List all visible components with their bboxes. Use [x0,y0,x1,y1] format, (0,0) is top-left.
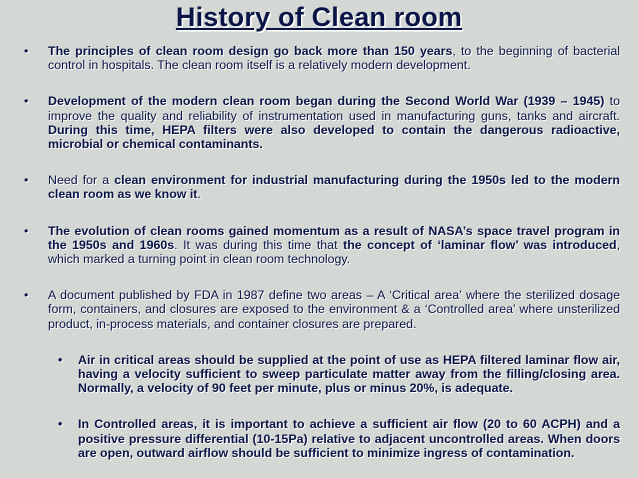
bullet-item [0,224,638,267]
sub-bullet-item [0,417,638,460]
bullet-item [0,173,638,201]
sub-bullet-text: In Controlled areas, it is important to achieve a sufficient air flow (20 to 60 ACPH) and a positive pressure differential (10-15Pa) relative to adjacent uncontrolled areas. When doors are open, outward airflow should be sufficient to minimize ingress of contamination. [78,417,620,460]
bullet-dot-icon: • [58,352,63,367]
bullet-text-bold: The evolution of clean rooms gained momentum as a result of NASA’s space travel program in the 1950s and 1960s [48,223,620,252]
bullet-list [0,44,638,460]
bullet-item [0,94,638,151]
bullet-text: to improve the quality and reliability of instrumentation used in manufacturing guns, tanks and aircraft. [48,94,620,123]
bullet-dot-icon: • [24,223,29,238]
sub-bullet-text: Air in critical areas should be supplied at the point of use as HEPA filtered laminar flow air, having a velocity sufficient to sweep particulate matter away from the filling/closing area. Normally, a velocity of 90 feet per minute, plus or minus 20%, is adequate. [78,352,620,396]
bullet-dot-icon: • [24,44,29,58]
bullet-text: , to the beginning of bacterial control in hospitals. The clean room itself is a relatively modern development. [48,44,621,73]
slide-title: History of Clean room [175,2,463,32]
bullet-text-bold: the concept of ‘laminar flow’ was introduced [343,237,617,252]
bullet-text: , which marked a turning point in clean room technology. [48,237,621,267]
bullet-text-bold: The principles of clean room design go back more than 150 years [48,44,453,58]
bullet-text: . [197,187,201,202]
bullet-text-bold: During this time, HEPA filters were also developed to contain the dangerous radioactive, microbial or chemical contaminants. [48,122,620,152]
bullet-dot-icon: • [24,173,29,188]
bullet-dot-icon: • [24,94,29,109]
bullet-text-bold: Development of the modern clean room began during the Second World War (1939 – 1945) [48,94,605,109]
bullet-item [0,44,638,72]
bullet-text: A document published by FDA in 1987 define two areas – A ‘Critical area’ where the sterilized dosage form, containers, and closures are exposed to the environment & a ‘Controlled area’ where unsterilized product, in-process materials, and container closures are prepared. [48,288,620,331]
bullet-text-bold: clean environment for industrial manufacturing during the 1950s led to the modern clean room as we know it [48,173,620,202]
bullet-text: . It was during this time that [174,237,344,252]
bullet-text: Need for a [48,173,115,188]
bullet-item [0,288,638,331]
bullet-dot-icon: • [24,288,29,303]
bullet-dot-icon: • [58,417,63,432]
sub-bullet-item [0,353,638,396]
